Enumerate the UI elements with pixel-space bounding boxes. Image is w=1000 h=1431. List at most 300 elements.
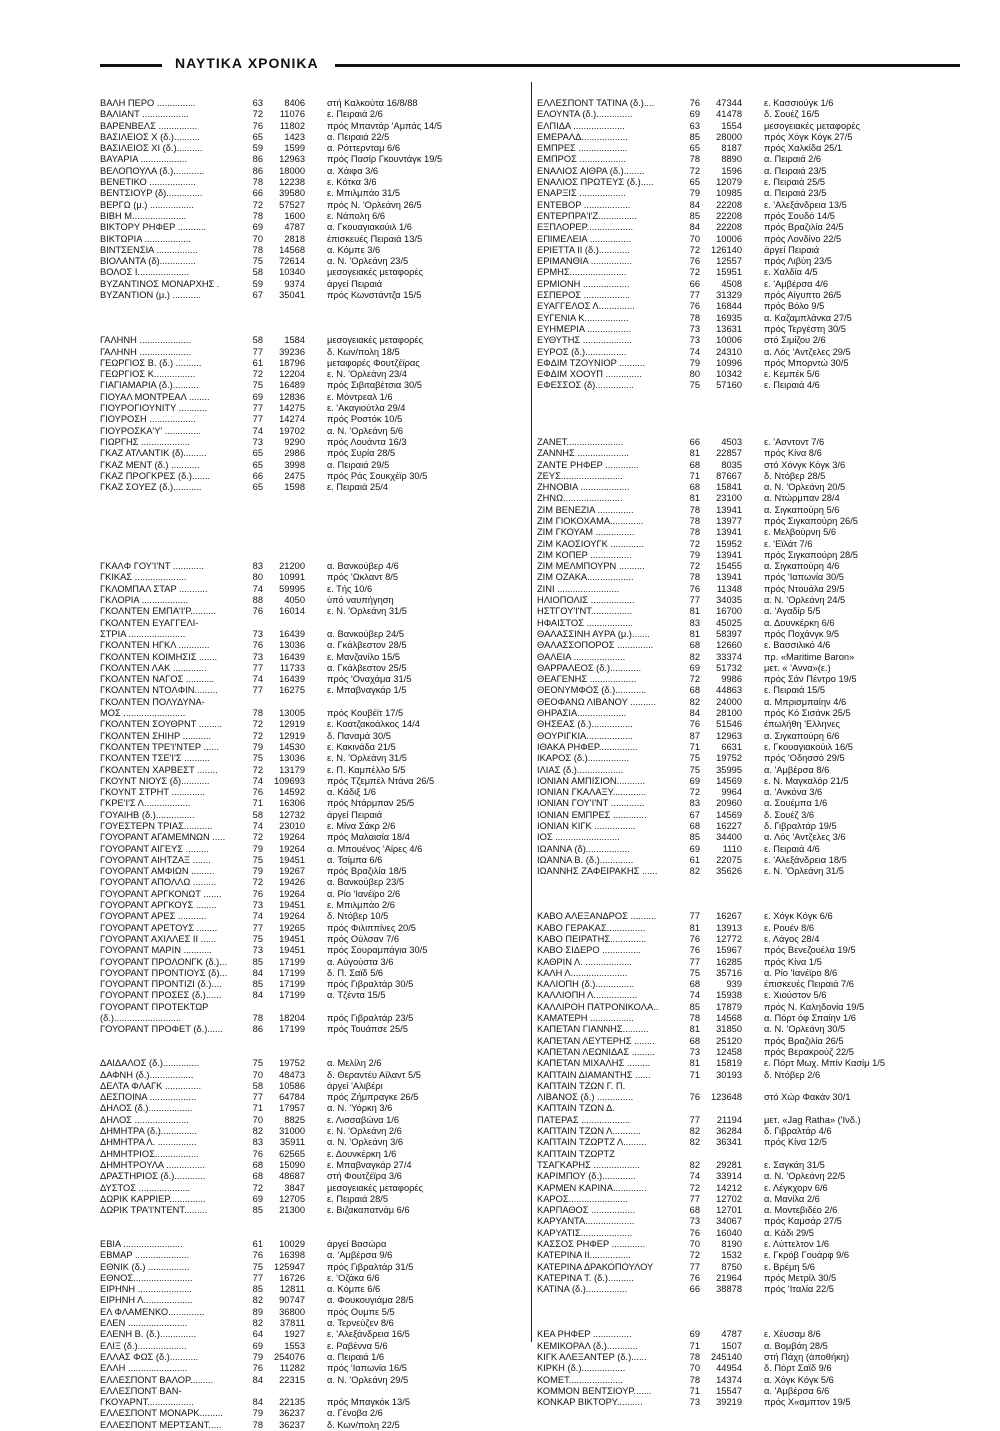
tonnage: 19451 xyxy=(279,854,305,865)
tonnage: 1584 xyxy=(284,335,305,346)
position-status: α. Ν. 'Ορλεάνη 5/6 xyxy=(327,425,404,436)
ship-row xyxy=(537,866,957,877)
position-status: ε. Μπαβναγκάρ 1/5 xyxy=(327,685,407,696)
ship-name: ΓΚΟΛΝΤΕΝ ΣΟΥΘΡΝΤ ......... xyxy=(100,719,223,730)
ship-name: ΔΗΛΟΣ ..................... xyxy=(100,1114,189,1125)
ship-row xyxy=(100,640,520,651)
ship-row xyxy=(537,471,957,482)
tonnage: 1110 xyxy=(722,843,742,854)
build-year: 70 xyxy=(689,233,700,244)
ship-name: ΓΚΛΟΜΠΑΛ ΣΤΑΡ ........... xyxy=(100,583,208,594)
ship-name: ΕΝΑΛΙΟΣ ΑΙΘΡΑ (δ.)........ xyxy=(537,165,645,176)
position-status: μεσογειακές μεταφορές xyxy=(327,1182,424,1193)
build-year: 84 xyxy=(252,1374,263,1385)
ship-row xyxy=(100,1329,520,1340)
ship-name: ΙΘΑΚΑ ΡΗΦΕΡ............... xyxy=(537,741,638,752)
ship-row xyxy=(537,166,957,177)
build-year: 72 xyxy=(252,764,263,775)
build-year: 75 xyxy=(252,1058,263,1069)
build-year: 65 xyxy=(252,131,263,142)
ship-row xyxy=(537,200,957,211)
ship-row xyxy=(100,358,520,369)
ship-row xyxy=(100,448,520,459)
tonnage: 22135 xyxy=(279,1397,305,1408)
ship-row xyxy=(537,527,957,538)
ship-row xyxy=(537,1183,957,1194)
ship-row xyxy=(537,1273,957,1284)
ship-row xyxy=(100,697,520,708)
ship-row xyxy=(100,923,520,934)
tonnage: 4508 xyxy=(721,278,742,289)
tonnage: 36237 xyxy=(279,1408,305,1419)
ship-name: ΘΗΣΕΑΣ (δ.)................ xyxy=(537,719,633,730)
position-status: πρός Μετρίλ 30/5 xyxy=(764,1272,837,1283)
build-year: 59 xyxy=(252,278,263,289)
position-status: μεσογειακές μεταφορές xyxy=(327,267,424,278)
tonnage: 15547 xyxy=(716,1385,742,1396)
tonnage: 87667 xyxy=(716,470,742,481)
tonnage: 41478 xyxy=(716,109,742,120)
position-status: δ. Γιβραλτάρ 19/5 xyxy=(764,821,837,831)
tonnage: 12772 xyxy=(716,933,742,944)
position-status: δ. Σουέζ 16/5 xyxy=(764,109,820,120)
tonnage: 33374 xyxy=(716,651,742,662)
ship-row xyxy=(100,200,520,211)
tonnage: 17199 xyxy=(279,967,305,978)
ship-name: ΚΑΠΕΤΑΝ ΛΕΥΤΕΡΗΣ ........ xyxy=(537,1035,655,1046)
position-status: στό Χώρ Φακάν 30/1 xyxy=(764,1092,851,1103)
tonnage: 123648 xyxy=(710,1092,742,1103)
ship-row xyxy=(100,911,520,922)
ship-name: ΙΟΝΙΑΝ ΓΟΥ'Ι'ΝΤ ............. xyxy=(537,798,645,809)
build-year: 70 xyxy=(252,1114,263,1125)
tonnage: 10006 xyxy=(716,335,742,346)
position-status: α. Βομβάη 28/5 xyxy=(764,1340,828,1351)
tonnage: 8035 xyxy=(721,459,742,470)
position-status: πρός Μαλαισία 18/4 xyxy=(327,832,410,843)
tonnage: 11282 xyxy=(279,1363,305,1374)
position-status: ε. Μανζανίλο 15/5 xyxy=(327,651,400,662)
build-year: 77 xyxy=(252,1272,263,1283)
ship-name: ΘΑΛΕΙΑ .................... xyxy=(537,651,626,662)
ship-name: ΙΚΑΡΟΣ (δ.)................ xyxy=(537,753,630,764)
build-year: 71 xyxy=(689,1340,700,1351)
tonnage: 15819 xyxy=(716,1058,742,1069)
ship-row xyxy=(537,313,957,324)
ship-row xyxy=(537,911,957,922)
ship-row xyxy=(537,1126,957,1137)
position-status: ε. Βασσιλικό 4/6 xyxy=(764,640,831,651)
tonnage: 4503 xyxy=(721,436,742,447)
ship-row xyxy=(100,1194,520,1205)
ship-row xyxy=(100,1420,520,1431)
ship-row xyxy=(537,776,957,787)
position-status: ε. Χέυσαμ 8/6 xyxy=(764,1329,821,1340)
tonnage: 23010 xyxy=(279,821,305,831)
tonnage: 34035 xyxy=(716,595,742,606)
position-status: α. Κάδι 29/5 xyxy=(764,1227,814,1238)
build-year: 81 xyxy=(689,922,700,933)
ship-row xyxy=(537,324,957,335)
ship-row xyxy=(537,708,957,719)
build-year: 86 xyxy=(252,1024,263,1035)
ship-row xyxy=(100,279,520,290)
position-status: ε. Τής 10/6 xyxy=(327,583,373,594)
position-status: πρ. «Maritime Baron» xyxy=(764,651,855,662)
build-year: 77 xyxy=(689,595,700,606)
ship-row xyxy=(100,1137,520,1148)
ship-row xyxy=(100,1092,520,1103)
build-year: 76 xyxy=(689,945,700,956)
ship-row xyxy=(537,629,957,640)
ship-row xyxy=(537,1081,957,1092)
section-spacer xyxy=(100,539,520,550)
ship-name: ΓΚΑΖ ΑΤΛΑΝΤΙΚ (δ)......... xyxy=(100,448,207,459)
ship-name: ΓΟΥΟΡΑΝΤ ΑΓΑΜΕΜΝΩΝ ..... xyxy=(100,832,226,843)
ship-name: ΖΑΝΝΗΣ .................... xyxy=(537,448,630,459)
tonnage: 36800 xyxy=(279,1306,305,1317)
ship-section xyxy=(100,561,520,1058)
ship-name: ΒΕΝΕΤΙΚΟ .................. xyxy=(100,177,196,188)
build-year: 75 xyxy=(252,854,263,865)
tonnage: 12079 xyxy=(716,177,742,188)
tonnage: 39236 xyxy=(279,346,305,357)
tonnage: 16267 xyxy=(716,911,742,922)
tonnage: 22208 xyxy=(716,210,742,221)
ship-name: ΚΑΠΤΑΙΝ ΤΖΩΡΤΖ xyxy=(537,1148,615,1159)
tonnage: 16844 xyxy=(716,301,742,312)
tonnage: 13913 xyxy=(716,922,742,933)
position-status: ε. Χόγκ Κόγκ 6/6 xyxy=(764,911,833,922)
position-status: α. Πειραιά 22/5 xyxy=(327,131,390,142)
ship-name: ΚΑΡΠΑΘΟΣ ................. xyxy=(537,1205,636,1216)
section-spacer xyxy=(100,516,520,527)
ship-name: ΘΑΛΑΣΣΙΝΗ ΑΥΡΑ (μ.)....... xyxy=(537,628,650,639)
build-year: 76 xyxy=(689,719,700,730)
build-year: 74 xyxy=(252,821,263,831)
ship-row xyxy=(537,1386,957,1397)
position-status: πρός Μπορντώ 30/5 xyxy=(764,357,849,368)
position-status: πρός Ν. Καληδονία 19/5 xyxy=(764,1001,865,1012)
ship-row xyxy=(537,1216,957,1227)
ship-row xyxy=(100,1375,520,1386)
build-year: 77 xyxy=(689,290,700,301)
position-status: α. 'Αγαδίρ 5/5 xyxy=(764,606,821,617)
ship-name: ΙΟΝΙΑΝ ΑΜΠΙΣΙΟΝ........... xyxy=(537,775,646,786)
ship-row xyxy=(537,731,957,742)
ship-name: ΖΗΝΩ....................... xyxy=(537,493,623,504)
ship-name: ΓΟΥΟΡΑΝΤ ΠΡΟΝΤΙΟΥΣ (δ)... xyxy=(100,967,228,978)
ship-row xyxy=(100,1284,520,1295)
ship-row xyxy=(537,1228,957,1239)
ship-row xyxy=(537,109,957,120)
position-status: πρός Καμσάρ 27/5 xyxy=(764,1216,842,1227)
ship-section xyxy=(537,911,957,1329)
position-status: ε. Βρέμη 5/6 xyxy=(764,1261,815,1272)
ship-row xyxy=(537,561,957,572)
build-year: 58 xyxy=(252,1080,263,1091)
ship-name: ΘΑΛΑΣΣΟΠΟΡΟΣ .............. xyxy=(537,640,654,651)
tonnage: 13631 xyxy=(716,323,742,334)
ship-row xyxy=(100,1295,520,1306)
ship-name: ΕΦΕΣΣΟΣ (δ)............... xyxy=(537,380,634,391)
build-year: 76 xyxy=(252,1363,263,1374)
position-status: ε. Λισσαβώνα 1/6 xyxy=(327,1114,400,1125)
ship-name: ΚΑΛΗ Λ...................... xyxy=(537,967,628,978)
build-year: 83 xyxy=(252,561,263,572)
build-year: 68 xyxy=(689,979,700,990)
ship-name: ΘΕΟΝΥΜΦΟΣ (δ.)............ xyxy=(537,685,647,696)
position-status: ε. Πειραιά 15/5 xyxy=(764,685,826,696)
ship-row xyxy=(537,1058,957,1069)
section-spacer xyxy=(100,313,520,324)
position-status: δ. Ντόβερ 2/6 xyxy=(764,1069,821,1080)
ship-row xyxy=(537,753,957,764)
position-status: α. Γένοβα 2/6 xyxy=(327,1408,383,1419)
ship-row xyxy=(537,652,957,663)
tonnage: 16439 xyxy=(279,628,305,639)
ship-name: ΒΕΡΓΩ (μ.) ................. xyxy=(100,199,194,210)
ship-row xyxy=(100,211,520,222)
position-status: α. Σιγκαπούρη 5/6 xyxy=(764,504,840,515)
ship-row xyxy=(537,1352,957,1363)
build-year: 77 xyxy=(689,911,700,922)
ship-name: ΓΟΥΟΡΑΝΤ ΠΡΟΦΕΤ (δ.)...... xyxy=(100,1024,223,1035)
ship-row xyxy=(537,584,957,595)
tonnage: 2818 xyxy=(284,233,305,244)
ship-name: ΖΑΝΤΕ ΡΗΦΕΡ ............. xyxy=(537,459,639,470)
build-year: 72 xyxy=(252,369,263,380)
ship-name: ΓΟΥΟΡΑΝΤ ΑΜΦΙΩΝ ......... xyxy=(100,866,215,877)
ship-name: ΒΙΚΤΩΡΙΑ .................. xyxy=(100,233,191,244)
ship-row xyxy=(537,1013,957,1024)
build-year: 65 xyxy=(252,448,263,459)
position-status: έπωλήθη 'Ελληνες xyxy=(764,719,840,730)
build-year: 85 xyxy=(252,1205,263,1216)
tonnage: 21194 xyxy=(716,1114,742,1125)
build-year: 74 xyxy=(689,346,700,357)
ship-name: ΚΑΤΕΡΙΝΑ Τ. (δ.).......... xyxy=(537,1272,634,1283)
position-status: πρός Σιβιταβέτσια 30/5 xyxy=(327,380,422,391)
position-status: α. Καζαμπλάνκα 27/5 xyxy=(764,312,852,323)
ship-name: ΒΙΟΛΑΝΤΑ (δ).............. xyxy=(100,256,196,267)
build-year: 71 xyxy=(689,470,700,481)
ship-row xyxy=(537,1363,957,1374)
build-year: 78 xyxy=(689,1013,700,1024)
build-year: 85 xyxy=(689,832,700,843)
ship-row xyxy=(100,335,520,346)
ship-name: ΓΚΟΛΝΤΕΝ ΝΤΟΛΦΙΝ......... xyxy=(100,685,218,696)
ship-name: ΔΕΣΠΟΙΝΑ .................. xyxy=(100,1092,197,1103)
tonnage: 16227 xyxy=(716,821,742,831)
build-year: 74 xyxy=(252,775,263,786)
build-year: 58 xyxy=(252,267,263,278)
position-status: ε. Πειραιά 4/6 xyxy=(764,380,820,391)
position-status: ε. Πειραιά 25/5 xyxy=(764,177,826,188)
tonnage: 9290 xyxy=(284,436,305,447)
build-year: 81 xyxy=(689,1024,700,1035)
ship-row xyxy=(100,1352,520,1363)
tonnage: 16014 xyxy=(279,606,305,617)
build-year: 74 xyxy=(689,1171,700,1182)
ship-row xyxy=(100,1070,520,1081)
build-year: 73 xyxy=(689,335,700,346)
position-status: ε. Ραβέννα 5/6 xyxy=(327,1340,388,1351)
position-status: στή Πάχη (άποθήκη) xyxy=(764,1351,850,1362)
position-status: πρός Σουραμπάγια 30/5 xyxy=(327,945,428,956)
tonnage: 1507 xyxy=(721,1340,742,1351)
ship-name: ΒΑΣΙΛΕΙΟΣ Χ (δ.).......... xyxy=(100,131,200,142)
ship-row xyxy=(100,369,520,380)
position-status: δ. Γιβραλτάρ 4/6 xyxy=(764,1126,832,1137)
ship-row xyxy=(100,572,520,583)
ship-section xyxy=(100,1239,520,1431)
tonnage: 51546 xyxy=(716,719,742,730)
position-status: α. Ν. 'Ορλεάνη 30/5 xyxy=(764,1024,846,1035)
position-status: α. Μοντεβιδέο 2/6 xyxy=(764,1205,838,1216)
ship-row xyxy=(100,855,520,866)
position-status: ε. Κότκα 3/6 xyxy=(327,177,377,188)
tonnage: 22208 xyxy=(716,199,742,210)
tonnage: 36341 xyxy=(716,1137,742,1148)
position-status: δ. Σουέζ 3/6 xyxy=(764,809,815,820)
ship-row xyxy=(100,945,520,956)
build-year: 81 xyxy=(689,448,700,459)
ship-name: ΕΥΘΥΤΗΣ ................... xyxy=(537,335,632,346)
ship-name: ΒΕΛΟΠΟΥΛΑ (δ.)............ xyxy=(100,165,205,176)
position-status: πρός Κωνστάντζα 15/5 xyxy=(327,290,422,301)
build-year: 84 xyxy=(689,199,700,210)
ship-name: ΖΙΜ ΜΕΛΜΠΟΥΡΝ .......... xyxy=(537,561,645,572)
position-status: α. Πειραιά 1/6 xyxy=(327,1351,385,1362)
build-year: 72 xyxy=(689,1250,700,1261)
tonnage: 8825 xyxy=(284,1114,305,1125)
position-status: ε. Γκουαγιακούιλ 16/5 xyxy=(764,741,853,752)
tonnage: 57527 xyxy=(279,199,305,210)
ship-row xyxy=(100,1103,520,1114)
position-status: α. Χάιφα 3/6 xyxy=(327,165,379,176)
build-year: 75 xyxy=(252,1261,263,1272)
tonnage: 10342 xyxy=(716,369,742,380)
ship-row xyxy=(100,877,520,888)
ship-name: ΓΟΥΟΡΑΝΤ ΑΠΟΛΛΩ ......... xyxy=(100,877,217,888)
tonnage: 35716 xyxy=(716,967,742,978)
ship-name: ΕΛΛΕΣΠΟΝΤ ΒΑΝ- xyxy=(100,1385,182,1396)
ship-row xyxy=(100,719,520,730)
ship-row xyxy=(100,347,520,358)
tonnage: 9986 xyxy=(721,674,742,685)
position-status: πρός Λιβύη 23/5 xyxy=(764,256,832,267)
build-year: 82 xyxy=(689,1159,700,1170)
position-status: πρός Ούλσαν 7/6 xyxy=(327,933,400,944)
tonnage: 16439 xyxy=(279,651,305,662)
tonnage: 15967 xyxy=(716,945,742,956)
ship-name: ΓΟΥΟΡΑΝΤ ΠΡΟΛΟΝΓΚ (δ.)... xyxy=(100,956,228,967)
position-status: α. Αύγούστα 3/6 xyxy=(327,956,394,967)
ship-name: ΚΑΡΜΕΝ ΚΑΡΙΝΑ............. xyxy=(537,1182,647,1193)
ship-row xyxy=(100,1149,520,1160)
build-year: 68 xyxy=(689,1035,700,1046)
ship-row xyxy=(100,392,520,403)
ship-row xyxy=(537,1103,957,1114)
position-status: πρός Ποχάνγκ 9/5 xyxy=(764,628,840,639)
build-year: 72 xyxy=(689,267,700,278)
build-year: 69 xyxy=(689,662,700,673)
ship-name: ΚΑΣΣΟΣ ΡΗΦΕΡ ............. xyxy=(537,1238,646,1249)
position-status: α. Πειραιά 23/5 xyxy=(764,165,827,176)
ship-row xyxy=(537,1329,957,1340)
build-year: 75 xyxy=(252,933,263,944)
ship-row xyxy=(100,595,520,606)
position-status: ε. Μπιλμπάο 2/6 xyxy=(327,900,395,911)
ship-name: ΓΚΟΥΑΡΝΤ.................. xyxy=(100,1397,194,1408)
build-year: 79 xyxy=(689,188,700,199)
position-status: α. Ν. 'Ορλεάνη 22/5 xyxy=(764,1171,846,1182)
build-year: 77 xyxy=(689,956,700,967)
tonnage: 11076 xyxy=(279,109,305,120)
tonnage: 19426 xyxy=(279,877,305,888)
section-spacer xyxy=(537,889,957,900)
position-status: μεσογειακές μεταφορές xyxy=(327,335,424,346)
tonnage: 12732 xyxy=(279,809,305,820)
tonnage: 19265 xyxy=(279,922,305,933)
position-status: ε. Δουνκέρκη 1/6 xyxy=(327,1148,397,1159)
section-spacer xyxy=(537,900,957,911)
section-spacer xyxy=(537,392,957,403)
ship-row xyxy=(537,1092,957,1103)
position-status: α. Φουκουγιάμα 28/5 xyxy=(327,1295,414,1306)
position-status: πρός Κίνα 1/5 xyxy=(764,956,822,967)
tonnage: 2475 xyxy=(284,470,305,481)
ship-row xyxy=(100,403,520,414)
build-year: 76 xyxy=(689,98,700,108)
ship-name: (δ.).......................... xyxy=(100,1013,182,1024)
build-year: 74 xyxy=(252,583,263,594)
position-status: ε. Λύττελτον 1/6 xyxy=(764,1238,830,1249)
tonnage: 47344 xyxy=(716,98,742,108)
position-status: πρός Ουμπε 5/5 xyxy=(327,1306,395,1317)
ship-name: ΘΗΡΑΣΙΑ................... xyxy=(537,708,627,719)
ship-row xyxy=(100,618,520,629)
build-year: 69 xyxy=(252,1193,263,1204)
position-status: ε. Π. Καμπέλλο 5/5 xyxy=(327,764,406,775)
position-status: ε. Μπιλμπάο 31/5 xyxy=(327,188,401,199)
build-year: 70 xyxy=(689,1238,700,1249)
ship-row xyxy=(100,765,520,776)
ship-row xyxy=(100,629,520,640)
tonnage: 14568 xyxy=(716,1013,742,1024)
tonnage: 14530 xyxy=(279,741,305,752)
ship-name: ΓΚΑΛΦ ΓΟΥ'Ι'ΝΤ ............ xyxy=(100,561,204,572)
ship-name: ΓΟΥΟΡΑΝΤ ΑΙΓΕΥΣ ......... xyxy=(100,843,209,854)
tonnage: 13941 xyxy=(716,527,742,538)
build-year: 75 xyxy=(689,967,700,978)
tonnage: 19752 xyxy=(716,753,742,764)
build-year: 73 xyxy=(252,945,263,956)
position-status: ε. 'Αλεξάνδρεια 13/5 xyxy=(764,199,847,210)
tonnage: 35626 xyxy=(716,866,742,877)
ship-name: ΗΦΑΙΣΤΟΣ .................. xyxy=(537,617,633,628)
ship-row xyxy=(537,832,957,843)
ship-name: ΓΚΟΛΝΤΕΝ ΗΓΚΛ ............ xyxy=(100,640,210,651)
tonnage: 19264 xyxy=(279,911,305,922)
ship-section xyxy=(537,1329,957,1408)
ship-row xyxy=(100,561,520,572)
position-status: ε. Μόντρεαλ 1/6 xyxy=(327,391,393,402)
tonnage: 16285 xyxy=(716,956,742,967)
position-status: α. 'Ανκόνα 3/6 xyxy=(764,787,823,798)
position-status: ε. Πειραιά 2/6 xyxy=(327,109,383,120)
